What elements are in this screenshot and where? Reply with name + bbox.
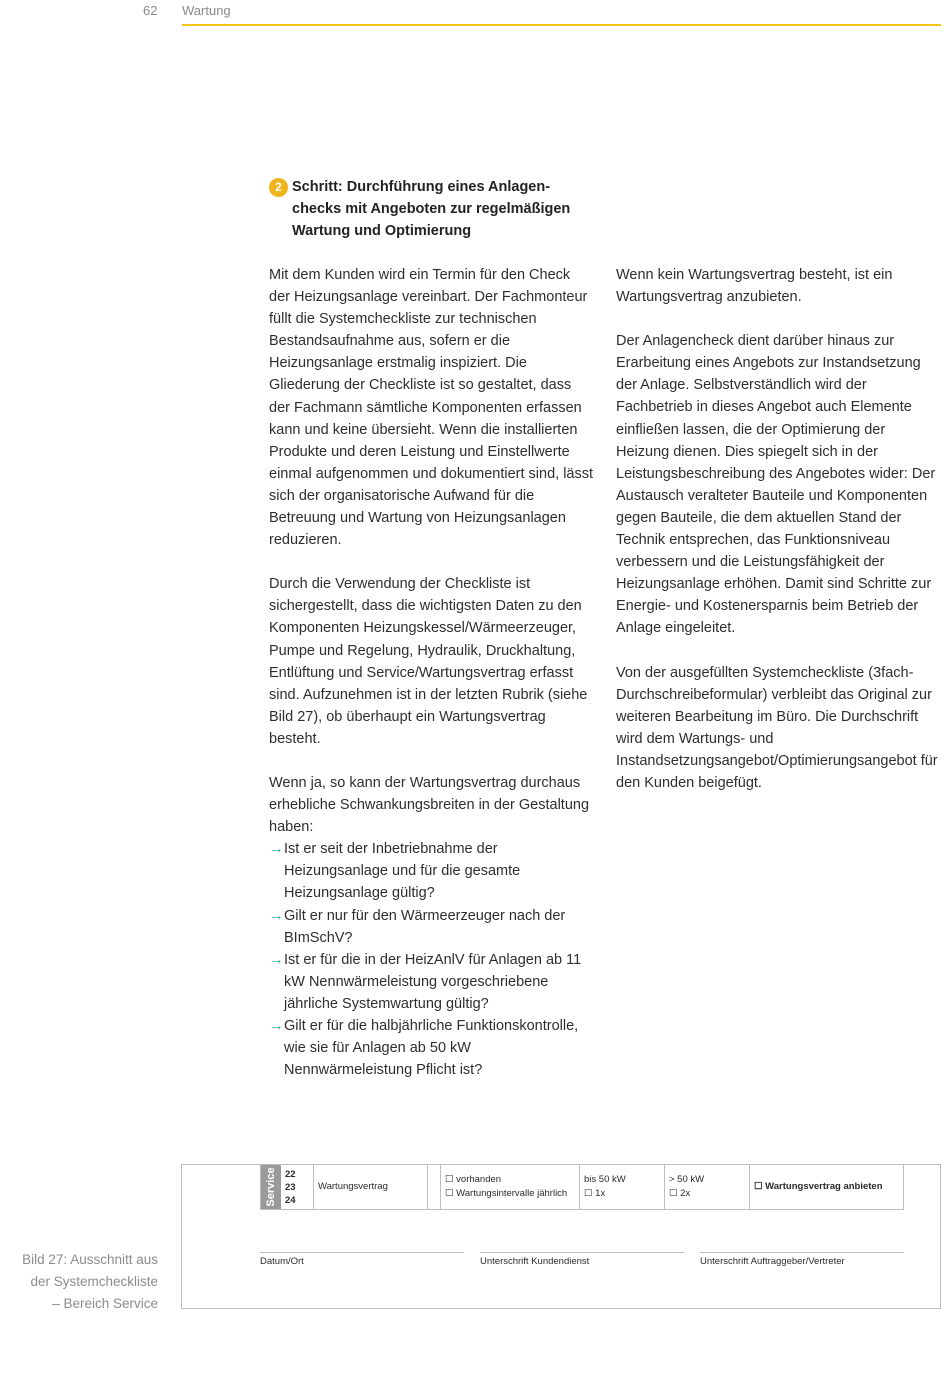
left-column [269, 264, 595, 1081]
header-rule [182, 24, 941, 26]
list-item: → Ist er für die in der HeizAnlV für Anlagen ab 11 kW Nennwärmeleistung vorgeschriebene jährliche Systemwartung gültig? [269, 949, 595, 1015]
arrow-right-icon: → [269, 907, 284, 924]
range-large: > 50 kW ☐ 2x [665, 1165, 750, 1209]
checkbox-vorhanden[interactable]: ☐ vorhanden [445, 1174, 502, 1185]
paragraph: Von der ausgefüllten Systemcheckliste (3fach-Durchschreibeformular) verbleibt das Original zur weiteren Bearbeitung im Büro. Die Durchschrift wird dem Wartungs- und Instandsetzungsangebot/Optimierungsangebot für den Kunden beigefügt. [616, 664, 938, 791]
arrow-right-icon: → [269, 951, 284, 968]
empty-cell [428, 1165, 441, 1209]
list-item: → Ist er seit der Inbetriebnahme der Heizungsanlage und für die gesamte Heizungsanlage gültig? [269, 838, 595, 904]
checkbox-anbieten[interactable]: ☐ Wartungsvertrag anbieten [754, 1181, 883, 1192]
range-small: bis 50 kW ☐ 1x [580, 1165, 665, 1209]
paragraph: Mit dem Kunden wird ein Termin für den Check der Heizungsanlage vereinbart. Der Fachmonteur füllt die Systemcheckliste zur technischen Bestandsaufnahme aus, sofern er die Heizungsanlage erstmalig inspiziert. Die Gliederung der Checkliste ist so gestaltet, dass der Fachmann sämtliche Komponenten erfassen kann und keine übersieht. Wenn die installierten Produkte und deren Leistung und Einstellwerte einmal aufgenommen und dokumentiert sind, lässt sich der organisatorische Aufwand für die Betreuung und Wartung von Heizungsanlagen reduzieren. [269, 267, 594, 549]
contract-options [441, 1165, 580, 1209]
step-number-badge: 2 [269, 178, 288, 197]
signature-date-line: Datum/Ort [260, 1252, 464, 1267]
list-item: → Gilt er nur für den Wärmeerzeuger nach der BImSchV? [269, 905, 595, 949]
row-numbers: 22 23 24 [281, 1165, 314, 1209]
paragraph: Der Anlagencheck dient darüber hinaus zur Erarbeitung eines Angebots zur Instandsetzung der Anlage. Selbstverständlich wird der Fachbetrieb in dieses Angebot auch Elemente einfließen lassen, die der Optimierung der Heizung dienen. Dies spiegelt sich in der Leistungsbeschreibung des Angebotes wider: Der Austausch veralteter Bauteile und Komponenten gegen Bauteile, die dem aktuellen Stand der Technik entsprechen, das Funktionsniveau verbessern und die Leistungsfähigkeit der Heizungsanlage erhöhen. Damit sind Schritte zur Energie- und Kostenersparnis beim Betrieb der Anlage eingeleitet. [616, 333, 936, 637]
signature-service-line: Unterschrift Kundendienst [480, 1252, 684, 1267]
checkbox-1x[interactable]: ☐ 1x [584, 1188, 606, 1199]
checkbox-2x[interactable]: ☐ 2x [669, 1188, 691, 1199]
list-item: → Gilt er für die halbjährliche Funktionskontrolle, wie sie für Anlagen ab 50 kW Nennwärmeleistung Pflicht ist? [269, 1015, 595, 1081]
arrow-right-icon: → [269, 1018, 284, 1034]
step-heading [269, 176, 599, 242]
service-row [260, 1165, 904, 1210]
item-label: Wartungsvertrag [314, 1165, 428, 1209]
step-title [292, 176, 599, 242]
checkbox-intervall[interactable]: ☐ Wartungsintervalle jährlich [445, 1188, 568, 1199]
service-tab: Service [261, 1165, 281, 1209]
paragraph: Wenn ja, so kann der Wartungsvertrag durchaus erhebliche Schwankungsbreiten in der Gestaltung haben: [269, 774, 590, 836]
step-title-line: Wartung und Optimierung [292, 223, 472, 239]
arrow-right-icon: → [269, 841, 284, 858]
paragraph: Durch die Verwendung der Checkliste ist sichergestellt, dass die wichtigsten Daten zu den Komponenten Heizungskessel/Wärmeerzeuger, Pumpe und Regelung, Hydraulik, Druckhaltung, Entlüftung und Service/Wartungsvertrag erfasst sind. Aufzunehmen ist in der letzten Rubrik (siehe Bild 27), ob überhaupt ein Wartungsvertrag besteht. [269, 576, 588, 747]
right-column [616, 264, 942, 816]
step-title-line: Schritt: Durchführung eines Anlagen- [292, 179, 551, 195]
offer-option [750, 1165, 903, 1209]
section-title: Wartung [182, 3, 231, 18]
signature-client-line: Unterschrift Auftraggeber/Vertreter [700, 1252, 904, 1267]
question-list [269, 838, 595, 1081]
page-number: 62 [143, 3, 158, 18]
figure-caption: Bild 27: Ausschnitt aus der Systemcheckliste – Bereich Service [22, 1252, 158, 1311]
step-title-line: checks mit Angeboten zur regelmäßigen [292, 201, 571, 217]
paragraph: Wenn kein Wartungsvertrag besteht, ist ein Wartungsvertrag anzubieten. [616, 267, 893, 306]
